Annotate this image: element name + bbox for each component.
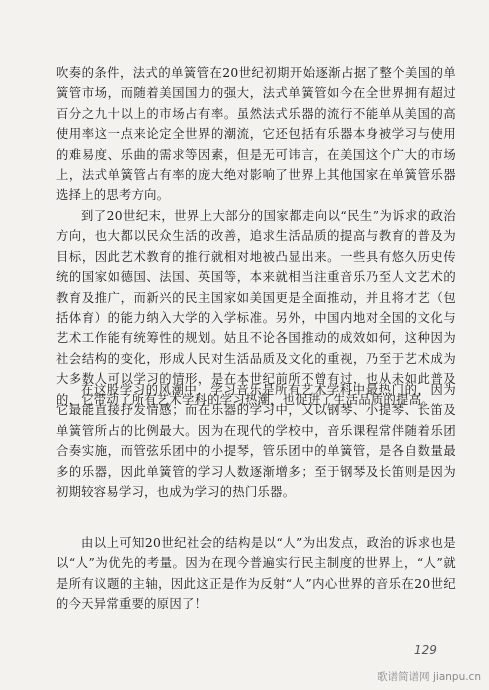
paragraph-text: 在这股学习的风潮中，学习音乐是所有艺术学科中最热门的，因为它最能直接抒发情感；而在乐器的学习中，又以钢琴、小提琴、长笛及单簧管所占的比例最大。因为在现代的学校中，音乐课程常伴随着乐团合奏实施，而管弦乐团中的小提琴，管乐团中的单簧管，是各自数量最多的乐器，因此单簧管的学习人数逐渐增多；至于钢琴及长笛则是因为初期较容易学习，也成为学习的热门乐器。 — [56, 383, 456, 500]
page-number: 129 — [414, 643, 437, 657]
paragraph-text: 吹奏的条件，法式的单簧管在20世纪初期开始逐渐占据了整个美国的单簧管市场，而随着美国国力的强大，法式单簧管如今在全世界拥有超过百分之九十以上的市场占有率。虽然法式乐器的流行不能单从美国的高使用率这一点来论定全世界的潮流，它还包括有乐器本身被学习与使用的难易度、乐曲的需求等因素，但是无可讳言，在美国这个广大的市场上，法式单簧管占有率的庞大绝对影响了世界上其他国家在单簧管乐器选择上的思考方向。 — [56, 66, 456, 203]
body-paragraph — [56, 533, 456, 615]
body-paragraph — [56, 380, 456, 502]
paragraph-text: 由以上可知20世纪社会的结构是以“人”为出发点，政治的诉求也是以“人”为优先的考量。因为在现今普遍实行民主制度的世界上，“人”就是所有议题的主轴，因此这正是作为反射“人”内心世界的音乐在20世纪的今天异常重要的原因了！ — [56, 536, 456, 612]
paragraph-text: 到了20世纪末，世界上大部分的国家都走向以“民生”为诉求的政治方向，也大都以民众生活的改善，追求生活品质的提高与教育的普及为目标，因此艺术教育的推行就相对地被凸显出来。一些具有悠久历史传统的国家如德国、法国、英国等，本来就相当注重音乐乃至人文艺术的教育及推广，而新兴的民主国家如美国更是全面推动，并且将才艺（包括体育）的能力纳入大学的入学标准。另外，中国内地对全国的文化与艺术工作能有统筹性的规划。姑且不论各国推动的成效如何，这种因为社会结构的变化，形成人民对生活品质及文化的重视，乃至于艺术成为大多数人可以学习的情形，是在本世纪前所不曾有过，也从未如此普及的，它带动了所有艺术学科的学习热潮，也促进了生活品质的提高。 — [56, 209, 456, 407]
watermark: 歌谱简谱网 jianpu.cn — [377, 671, 481, 683]
body-paragraph — [56, 63, 456, 206]
